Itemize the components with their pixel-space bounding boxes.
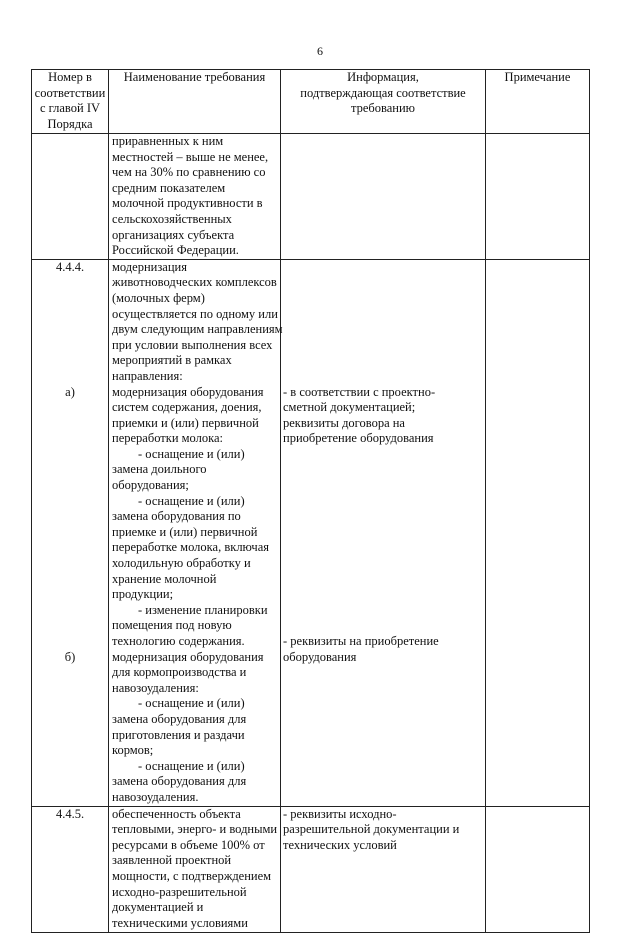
table-row xyxy=(32,134,590,260)
header-requirement-name: Наименование требования xyxy=(109,70,281,134)
cell-note xyxy=(486,134,590,260)
sub-item-a-label: а) xyxy=(65,384,75,399)
cell-number xyxy=(32,134,109,260)
sub-item-b-label: б) xyxy=(64,649,76,664)
cell-number xyxy=(32,259,109,806)
cell-note xyxy=(486,806,590,932)
cell-info: - реквизиты исходно- разрешительной документации и технических условий xyxy=(281,806,486,932)
cell-info xyxy=(281,134,486,260)
header-note: Примечание xyxy=(486,70,590,134)
page-number: 6 xyxy=(317,44,323,58)
header-section-number: Номер в соответствии с главой IV Порядка xyxy=(32,70,109,134)
row-number: 4.4.4. xyxy=(55,259,85,274)
requirements-table xyxy=(31,69,590,933)
header-confirming-info: Информация, подтверждающая соответствие требованию xyxy=(281,70,486,134)
cell-note xyxy=(486,259,590,806)
cell-info: - в соответствии с проектно- сметной документацией; реквизиты договора на приобретение оборудования - реквизиты на приобретение оборудования xyxy=(281,259,486,806)
cell-requirement: приравненных к ним местностей – выше не менее, чем на 30% по сравнению со средним показателем молочной продуктивности в сельскохозяйственных организациях субъекта Российской Федерации. xyxy=(109,134,281,260)
table-row xyxy=(32,806,590,932)
table-header-row xyxy=(32,70,590,134)
cell-requirement: обеспеченность объекта тепловыми, энерго- и водными ресурсами в объеме 100% от заявленной проектной мощности, с подтверждением исходно-разрешительной документацией и техническими условиями xyxy=(109,806,281,932)
cell-number xyxy=(32,806,109,932)
table-row xyxy=(32,259,590,806)
row-number: 4.4.5. xyxy=(55,806,85,821)
cell-requirement: модернизация животноводческих комплексов (молочных ферм) осуществляется по одному или двум следующим направлениям при условии выполнения всех мероприятий в рамках направления: модернизация оборудования систем содержания, доения, приемки и (или) первичной переработки молока: - оснащение и (или) замена доильного оборудования; - оснащение и (или) замена оборудования по приемке и (или) первичной переработке молока, включая холодильную обработку и хранение молочной продукции; - изменение планировки помещения под новую технологию содержания. модернизация оборудования для кормопроизводства и навозоудаления: - оснащение и (или) замена оборудования для приготовления и раздачи кормов; - оснащение и (или) замена оборудования для навозоудаления. xyxy=(109,259,281,806)
